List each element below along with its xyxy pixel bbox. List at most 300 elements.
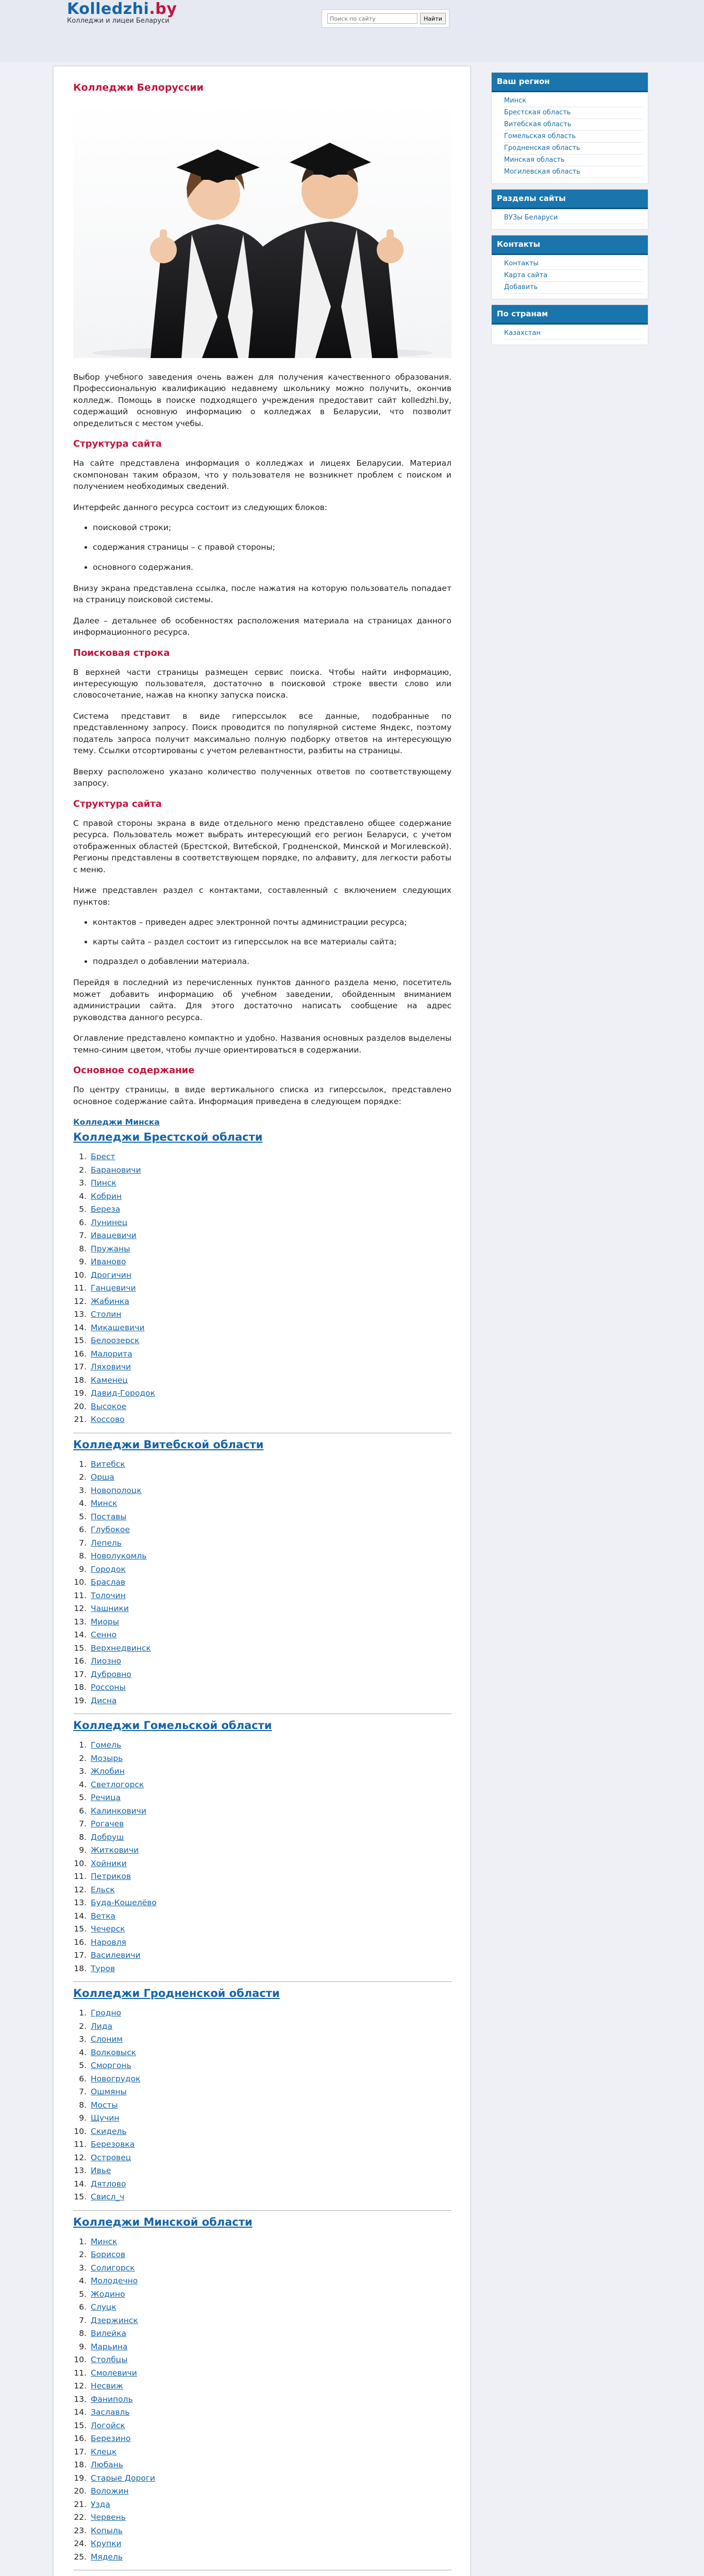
town-link[interactable]: Столин: [91, 1310, 122, 1319]
list-item: [73, 1844, 451, 1857]
town-link[interactable]: Ганцевичи: [91, 1283, 136, 1293]
page-title: Колледжи Белоруссии: [73, 82, 204, 93]
list-number: 5.: [79, 1793, 87, 1803]
list-number: 9.: [79, 2113, 87, 2123]
town-link[interactable]: Малорита: [91, 1349, 132, 1359]
list-number: 14.: [74, 1323, 87, 1332]
list-number: 3.: [79, 1485, 87, 1495]
town-link[interactable]: Витебск: [91, 1459, 125, 1469]
list-number: 7.: [79, 1819, 87, 1829]
sidebar-widget-links: [492, 255, 648, 299]
town-link[interactable]: Вилейка: [91, 2329, 127, 2338]
structure2-p2: Ниже представлен раздел с контактами, составленный с включением следующих пунктов:: [73, 886, 451, 907]
town-link[interactable]: Борисов: [91, 2250, 126, 2260]
list-number: 2.: [79, 2250, 87, 2260]
sidebar-widget-title: Ваш регион: [492, 73, 648, 92]
sidebar-link[interactable]: Казахстан: [504, 328, 643, 340]
list-item: • контактов – приведен адрес электронной почты администрации ресурса;: [93, 917, 451, 927]
town-link[interactable]: Ляховичи: [91, 1362, 131, 1372]
list-number: 6.: [79, 2302, 87, 2312]
town-link[interactable]: Дубровно: [91, 1669, 131, 1679]
list-number: 19.: [74, 1388, 87, 1398]
list-item: [73, 2485, 451, 2498]
town-link[interactable]: Копыль: [91, 2526, 123, 2535]
town-link[interactable]: Верхнедвинск: [91, 1643, 151, 1653]
list-item: [73, 2275, 451, 2288]
town-link[interactable]: Давид-Городок: [91, 1388, 155, 1398]
list-number: 10.: [74, 1858, 87, 1868]
town-link[interactable]: Фаниполь: [91, 2394, 133, 2404]
town-link[interactable]: Каменец: [91, 1375, 128, 1385]
list-number: 3.: [79, 2035, 87, 2044]
list-number: 15.: [74, 1336, 87, 1346]
town-link[interactable]: Василевичи: [91, 1951, 141, 1960]
list-number: 4.: [79, 2047, 87, 2057]
list-number: 10.: [74, 2126, 87, 2136]
list-item: [73, 1831, 451, 1844]
town-link[interactable]: Береза: [91, 1205, 121, 1214]
list-item: [73, 1936, 451, 1950]
list-item: [73, 1791, 451, 1805]
list-number: 4.: [79, 1780, 87, 1789]
list-item: [73, 1896, 451, 1910]
list-item: [73, 1949, 451, 1962]
main-content-p1: По центру страницы, в виде вертикального списка из гиперссылок, представлено основное содержание сайта. Информация приведена в следующем порядке:: [73, 1085, 451, 1106]
list-item: [73, 1256, 451, 1269]
regions-list: [73, 1131, 451, 2576]
sidebar-link[interactable]: Гродненская область: [504, 143, 643, 155]
town-link[interactable]: Червень: [91, 2513, 126, 2522]
town-link[interactable]: Любань: [91, 2460, 124, 2470]
list-item: [73, 2551, 451, 2564]
town-list: [73, 1739, 451, 1975]
list-number: 11.: [74, 2368, 87, 2378]
tagline: Колледжи и лицеи Беларуси: [67, 17, 170, 25]
town-link[interactable]: Старые Дороги: [91, 2473, 156, 2483]
search-box: [322, 9, 449, 28]
sidebar-link[interactable]: Витебская область: [504, 119, 643, 131]
logo[interactable]: [67, 0, 177, 25]
list-item: [73, 1523, 451, 1537]
list-number: 6.: [79, 1217, 87, 1227]
list-number: 4.: [79, 1499, 87, 1509]
sidebar-link[interactable]: Могилевская область: [504, 166, 643, 178]
sidebar-link[interactable]: Минская область: [504, 155, 643, 166]
list-number: 18.: [74, 1683, 87, 1692]
town-link[interactable]: Щучин: [91, 2113, 120, 2123]
list-item: • основного содержания.: [93, 562, 451, 572]
list-item: • карты сайта – раздел состоит из гиперссылок на все материалы сайта;: [93, 937, 451, 947]
list-number: 16.: [74, 1937, 87, 1947]
list-number: 1.: [79, 1152, 87, 1162]
list-number: 24.: [74, 2539, 87, 2549]
list-number: 6.: [79, 1806, 87, 1816]
list-item: [73, 1216, 451, 1230]
town-link[interactable]: Дзержинск: [91, 2315, 138, 2325]
list-item: [73, 1243, 451, 1256]
list-item: [73, 2178, 451, 2191]
header: [0, 0, 704, 62]
list-number: 8.: [79, 1832, 87, 1842]
list-number: 13.: [74, 2166, 87, 2176]
list-number: 2.: [79, 2021, 87, 2031]
town-link[interactable]: Толочин: [91, 1590, 126, 1600]
town-link[interactable]: Калинковичи: [91, 1806, 146, 1816]
town-link[interactable]: Дрогичин: [91, 1270, 132, 1280]
list-number: 13.: [74, 1898, 87, 1908]
contacts-list: [73, 917, 451, 967]
list-item: [73, 1361, 451, 1374]
town-link[interactable]: Минск: [91, 1499, 118, 1509]
list-number: 8.: [79, 2329, 87, 2338]
sidebar-link[interactable]: Карта сайта: [504, 270, 643, 282]
town-link[interactable]: Жлобин: [91, 1767, 125, 1776]
town-link[interactable]: Несвиж: [91, 2381, 123, 2391]
sidebar-link[interactable]: Контакты: [504, 258, 643, 270]
town-link[interactable]: Миоры: [91, 1617, 120, 1626]
sidebar-widget: [491, 235, 648, 299]
town-link[interactable]: Белоозерск: [91, 1336, 140, 1346]
graduates-illustration: [73, 100, 451, 358]
list-number: 18.: [74, 2460, 87, 2470]
list-item: [73, 1589, 451, 1603]
search-button[interactable]: Найти: [420, 13, 446, 24]
list-number: 12.: [74, 1296, 87, 1306]
list-number: 14.: [74, 2179, 87, 2189]
list-item: [73, 1282, 451, 1295]
region-title[interactable]: Колледжи Гродненской области: [73, 1987, 280, 2000]
structure-heading: Структура сайта: [73, 438, 162, 450]
sidebar-widget: [491, 304, 648, 345]
list-number: 21.: [74, 2499, 87, 2509]
list-item: [73, 1387, 451, 1400]
region-title[interactable]: Колледжи Гомельской области: [73, 1719, 272, 1732]
intro-text: Выбор учебного заведения очень важен для получения качественного образования. Профессиональную квалификацию недавнему школьнику можно получить, окончив колледж. Помощь в поиске подходящего учреждения предоставит сайт kolledzhi.by, содержащий основную информацию о колледжах в Беларусии, что позволит определиться с местом учебы.: [73, 372, 451, 428]
list-item: [73, 1857, 451, 1871]
list-item: [73, 1229, 451, 1243]
list-item: [73, 2288, 451, 2301]
list-item: [73, 2138, 451, 2151]
town-link[interactable]: Лепель: [91, 1538, 122, 1548]
list-item: [73, 2419, 451, 2433]
list-item: [73, 1177, 451, 1190]
list-number: 7.: [79, 2315, 87, 2325]
list-item: [73, 2073, 451, 2086]
list-number: 1.: [79, 2008, 87, 2018]
list-number: 2.: [79, 1753, 87, 1763]
blocks-list: [73, 522, 451, 572]
town-link[interactable]: Солигорск: [91, 2263, 135, 2273]
town-link[interactable]: Пружаны: [91, 1244, 130, 1253]
town-link[interactable]: Жабинка: [91, 1296, 129, 1306]
town-link[interactable]: Сенно: [91, 1630, 117, 1640]
town-link[interactable]: Лунинец: [91, 1217, 128, 1227]
town-link[interactable]: Пинск: [91, 1178, 116, 1188]
list-item: [73, 1739, 451, 1752]
list-item: [73, 2262, 451, 2275]
list-item: [73, 2099, 451, 2112]
town-link[interactable]: Столбцы: [91, 2355, 128, 2365]
town-link[interactable]: Клецк: [91, 2447, 117, 2456]
list-number: 11.: [74, 1283, 87, 1293]
list-number: 7.: [79, 2087, 87, 2097]
list-number: 6.: [79, 2074, 87, 2083]
list-number: 21.: [74, 1415, 87, 1425]
list-number: 4.: [79, 1191, 87, 1201]
list-item: [73, 2537, 451, 2551]
town-link[interactable]: Брест: [91, 1152, 115, 1162]
list-number: 13.: [74, 2394, 87, 2404]
list-item: [73, 1334, 451, 1348]
town-link[interactable]: Смолевичи: [91, 2368, 137, 2378]
region-title[interactable]: Колледжи Витебской области: [73, 1438, 264, 1451]
region-title[interactable]: Колледжи Минской области: [73, 2215, 253, 2228]
sidebar-widget-links: [492, 92, 648, 183]
list-number: 12.: [74, 2153, 87, 2162]
list-item: [73, 1910, 451, 1923]
town-link[interactable]: Коссово: [91, 1415, 125, 1425]
town-link[interactable]: Мядель: [91, 2552, 123, 2562]
list-item: [73, 1616, 451, 1629]
town-link[interactable]: Ошмяны: [91, 2087, 127, 2097]
town-list: [73, 2007, 451, 2204]
town-link[interactable]: Кобрин: [91, 1191, 122, 1201]
list-number: 5.: [79, 2289, 87, 2299]
structure2-p3: Перейдя в последний из перечисленных пунктов данного раздела меню, посетитель может добавить информацию об учебном заведении, обойденным вниманием администрации сайта. Для этого достаточно написать сообщение на адрес руководства данного ресурса.: [73, 978, 451, 1022]
town-link[interactable]: Чашники: [91, 1604, 129, 1614]
town-link[interactable]: Поставы: [91, 1512, 127, 1521]
town-link[interactable]: Березино: [91, 2434, 131, 2444]
town-link[interactable]: Россоны: [91, 1683, 126, 1692]
list-item: [73, 1923, 451, 1936]
list-number: 20.: [74, 2486, 87, 2496]
list-number: 3.: [79, 1767, 87, 1776]
list-number: 2.: [79, 1165, 87, 1175]
structure-p4: Далее – детальнее об особенностях расположения материала на страницах данного информационного ресурса.: [73, 616, 451, 637]
town-link[interactable]: Речица: [91, 1793, 121, 1803]
list-number: 3.: [79, 1178, 87, 1188]
list-item: [73, 2151, 451, 2165]
list-item: [73, 1563, 451, 1577]
town-link[interactable]: Марьина: [91, 2342, 128, 2351]
list-number: 16.: [74, 1349, 87, 1359]
list-item: [73, 1295, 451, 1309]
search-section-heading: Поисковая строка: [73, 647, 170, 658]
town-link[interactable]: Рогачев: [91, 1819, 124, 1829]
list-item: [73, 1884, 451, 1897]
town-link[interactable]: Узда: [91, 2499, 110, 2509]
list-number: 18.: [74, 1963, 87, 1973]
town-link[interactable]: Слоним: [91, 2035, 123, 2044]
list-item: [73, 1269, 451, 1282]
sidebar-widget: [491, 189, 648, 230]
list-number: 9.: [79, 1845, 87, 1855]
list-number: 14.: [74, 1630, 87, 1640]
minsk-colleges-link[interactable]: Колледжи Минска: [73, 1117, 160, 1127]
town-link[interactable]: Крупки: [91, 2539, 122, 2549]
search-p3: Вверху расположено указано количество полученных ответов по соответствующему запросу.: [73, 767, 451, 788]
town-list: [73, 1458, 451, 1708]
list-item: [73, 1752, 451, 1766]
town-link[interactable]: Сморгонь: [91, 2061, 131, 2071]
list-item: [73, 1150, 451, 1164]
list-number: 13.: [74, 1617, 87, 1626]
list-item: [73, 1484, 451, 1498]
list-item: [73, 1818, 451, 1831]
list-number: 23.: [74, 2526, 87, 2535]
list-number: 19.: [74, 1696, 87, 1705]
town-link[interactable]: Дисна: [91, 1696, 117, 1705]
list-number: 11.: [74, 2140, 87, 2149]
town-link[interactable]: Ивацевичи: [91, 1231, 137, 1241]
list-item: [73, 2125, 451, 2139]
list-item: [73, 2235, 451, 2249]
town-link[interactable]: Воложин: [91, 2486, 129, 2496]
town-link[interactable]: Дятлово: [91, 2179, 126, 2189]
town-link[interactable]: Иваново: [91, 1257, 126, 1267]
town-link[interactable]: Барановичи: [91, 1165, 141, 1175]
list-number: 2.: [79, 1472, 87, 1482]
town-link[interactable]: Мозырь: [91, 1753, 123, 1763]
list-item: [73, 2446, 451, 2459]
town-link[interactable]: Орша: [91, 1472, 114, 1482]
town-link[interactable]: Хойники: [91, 1858, 127, 1868]
list-item: [73, 1668, 451, 1682]
structure2-p4: Оглавление представлено компактно и удобно. Названия основных разделов выделены темно-синим цветом, чтобы лучше ориентироваться в содержании.: [73, 1033, 451, 1055]
list-number: 5.: [79, 1512, 87, 1521]
list-number: 10.: [74, 2355, 87, 2365]
list-number: 25.: [74, 2552, 87, 2562]
region-title[interactable]: Колледжи Брестской области: [73, 1131, 263, 1144]
list-item: [73, 1203, 451, 1216]
list-number: 17.: [74, 1951, 87, 1960]
list-item: [73, 1497, 451, 1511]
list-item: [73, 1962, 451, 1976]
town-link[interactable]: Березовка: [91, 2140, 135, 2149]
list-item: [73, 1576, 451, 1589]
list-number: 15.: [74, 1643, 87, 1653]
list-item: [73, 2164, 451, 2178]
town-link[interactable]: Глубокое: [91, 1525, 130, 1535]
town-link[interactable]: Новополоцк: [91, 1485, 142, 1495]
town-link[interactable]: Чечерск: [91, 1924, 125, 1934]
list-number: 5.: [79, 1205, 87, 1214]
sidebar-link[interactable]: Добавить: [504, 282, 643, 294]
town-link[interactable]: Лиозно: [91, 1656, 122, 1666]
sidebar-link[interactable]: Гомельская область: [504, 131, 643, 143]
sidebar-widget: [491, 72, 648, 184]
list-number: 13.: [74, 1310, 87, 1319]
town-link[interactable]: Микашевичи: [91, 1323, 145, 1332]
list-item: [73, 1413, 451, 1427]
town-link[interactable]: Новогрудок: [91, 2074, 141, 2083]
town-link[interactable]: Свисл_ч: [91, 2192, 125, 2202]
town-link[interactable]: Светлогорск: [91, 1780, 144, 1789]
town-link[interactable]: Жодино: [91, 2289, 125, 2299]
town-link[interactable]: Житковичи: [91, 1845, 139, 1855]
list-item: [73, 1511, 451, 1524]
list-number: 10.: [74, 1578, 87, 1587]
structure-p2: Интерфейс данного ресурса состоит из следующих блоков:: [73, 502, 327, 512]
list-item: [73, 2327, 451, 2341]
list-item: [73, 2341, 451, 2354]
town-link[interactable]: Новолукомль: [91, 1551, 147, 1561]
town-link[interactable]: Логойск: [91, 2420, 125, 2430]
town-link[interactable]: Браслав: [91, 1578, 126, 1587]
list-item: [73, 1655, 451, 1668]
list-number: 15.: [74, 1924, 87, 1934]
list-item: [73, 2432, 451, 2446]
list-item: [73, 1629, 451, 1642]
sidebar-link[interactable]: ВУЗы Беларуси: [504, 212, 643, 224]
graduates-image: [73, 100, 451, 358]
town-link[interactable]: Волковыск: [91, 2047, 137, 2057]
list-item: [73, 2020, 451, 2033]
list-item: [73, 1537, 451, 1550]
list-item: [73, 1400, 451, 1414]
list-number: 12.: [74, 1885, 87, 1894]
town-link[interactable]: Островец: [91, 2153, 131, 2162]
list-number: 8.: [79, 1244, 87, 1253]
town-list: [73, 2235, 451, 2564]
list-number: 6.: [79, 1525, 87, 1535]
town-link[interactable]: Лида: [91, 2021, 112, 2031]
divider: [73, 1981, 451, 1982]
town-link[interactable]: Добруш: [91, 1832, 124, 1842]
list-item: [73, 2086, 451, 2099]
sidebar-widget-links: [492, 325, 648, 345]
town-link[interactable]: Гродно: [91, 2008, 122, 2018]
list-item: [73, 2314, 451, 2328]
town-link[interactable]: Ельск: [91, 1885, 115, 1894]
town-link[interactable]: Заславль: [91, 2408, 130, 2417]
list-item: [73, 2367, 451, 2380]
sidebar-link[interactable]: Минск: [504, 95, 643, 107]
town-link[interactable]: Слуцк: [91, 2302, 116, 2312]
list-item: [73, 1321, 451, 1335]
town-link[interactable]: Минск: [91, 2236, 118, 2246]
list-number: 19.: [74, 2473, 87, 2483]
town-link[interactable]: Городок: [91, 1564, 126, 1574]
town-link[interactable]: Высокое: [91, 1401, 127, 1411]
town-link[interactable]: Туров: [91, 1963, 115, 1973]
town-link[interactable]: Ветка: [91, 1911, 116, 1921]
town-link[interactable]: Скидель: [91, 2126, 127, 2136]
list-number: 9.: [79, 1257, 87, 1267]
town-link[interactable]: Наровля: [91, 1937, 126, 1947]
list-number: 15.: [74, 2192, 87, 2202]
list-number: 5.: [79, 2061, 87, 2071]
list-number: 12.: [74, 1604, 87, 1614]
town-link[interactable]: Гомель: [91, 1740, 122, 1750]
logo-text[interactable]: Kolledzhi.by: [67, 0, 177, 18]
town-link[interactable]: Молодечно: [91, 2276, 138, 2286]
sidebar-link[interactable]: Брестская область: [504, 107, 643, 119]
town-link[interactable]: Ивье: [91, 2166, 111, 2176]
town-link[interactable]: Мосты: [91, 2100, 118, 2110]
town-link[interactable]: Петриков: [91, 1872, 131, 1882]
list-item: [73, 2511, 451, 2524]
list-item: [73, 2498, 451, 2512]
list-number: 22.: [74, 2513, 87, 2522]
sidebar-widget-links: [492, 209, 648, 229]
list-number: 10.: [74, 1270, 87, 1280]
town-link[interactable]: Буда-Кошелёво: [91, 1898, 157, 1908]
search-input[interactable]: [327, 13, 417, 24]
list-item: [73, 1765, 451, 1778]
structure-p3: Внизу экрана представлена ссылка, после нажатия на которую пользователь попадает на страницу поисковой системы.: [73, 583, 451, 605]
list-item: [73, 2191, 451, 2204]
